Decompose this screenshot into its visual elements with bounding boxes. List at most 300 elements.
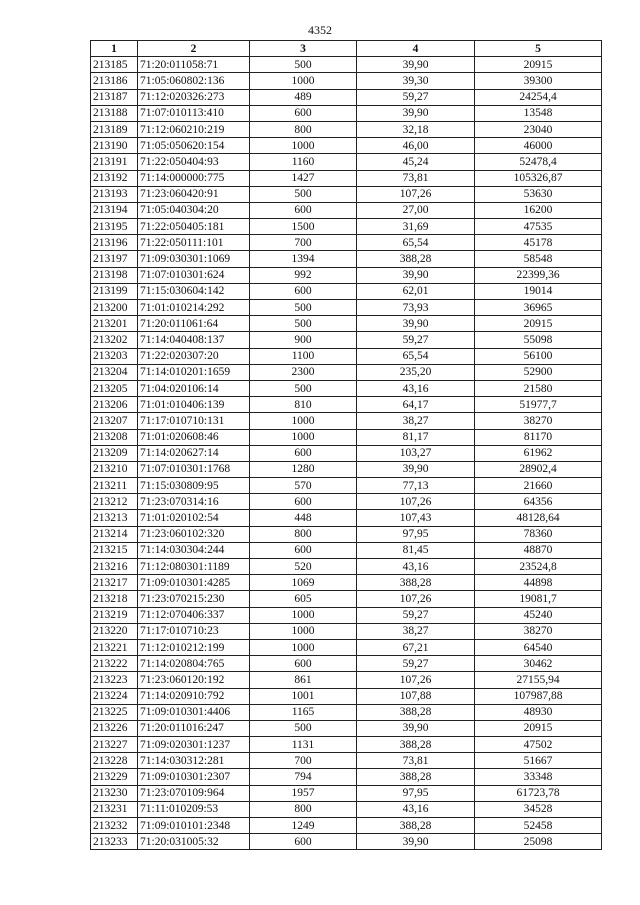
rate-cell: 103,27 bbox=[357, 445, 475, 461]
rate-cell: 38,27 bbox=[357, 623, 475, 639]
rate-cell: 107,88 bbox=[357, 688, 475, 704]
area-cell: 1000 bbox=[250, 429, 357, 445]
row-id-cell: 213217 bbox=[91, 575, 138, 591]
cadastral-number-cell: 71:01:020608:46 bbox=[138, 429, 250, 445]
area-cell: 810 bbox=[250, 397, 357, 413]
column-header: 4 bbox=[357, 41, 475, 57]
row-id-cell: 213198 bbox=[91, 267, 138, 283]
rate-cell: 107,26 bbox=[357, 186, 475, 202]
area-cell: 1100 bbox=[250, 348, 357, 364]
cadastral-number-cell: 71:09:010301:2307 bbox=[138, 769, 250, 785]
rate-cell: 39,90 bbox=[357, 834, 475, 850]
value-cell: 107987,88 bbox=[475, 688, 602, 704]
row-id-cell: 213213 bbox=[91, 510, 138, 526]
rate-cell: 388,28 bbox=[357, 704, 475, 720]
row-id-cell: 213230 bbox=[91, 785, 138, 801]
rate-cell: 67,21 bbox=[357, 639, 475, 655]
value-cell: 64540 bbox=[475, 639, 602, 655]
row-id-cell: 213210 bbox=[91, 461, 138, 477]
row-id-cell: 213222 bbox=[91, 656, 138, 672]
area-cell: 500 bbox=[250, 720, 357, 736]
table-row bbox=[91, 704, 602, 720]
table-row bbox=[91, 283, 602, 299]
value-cell: 30462 bbox=[475, 656, 602, 672]
table-row bbox=[91, 834, 602, 850]
table-row bbox=[91, 801, 602, 817]
area-cell: 448 bbox=[250, 510, 357, 526]
value-cell: 24254,4 bbox=[475, 89, 602, 105]
cadastral-number-cell: 71:15:030809:95 bbox=[138, 478, 250, 494]
area-cell: 500 bbox=[250, 300, 357, 316]
row-id-cell: 213186 bbox=[91, 73, 138, 89]
table-row bbox=[91, 672, 602, 688]
table-row bbox=[91, 769, 602, 785]
value-cell: 52478,4 bbox=[475, 154, 602, 170]
table-row bbox=[91, 656, 602, 672]
cadastral-number-cell: 71:14:030312:281 bbox=[138, 753, 250, 769]
rate-cell: 32,18 bbox=[357, 121, 475, 137]
table-row bbox=[91, 316, 602, 332]
table-row bbox=[91, 348, 602, 364]
value-cell: 53630 bbox=[475, 186, 602, 202]
cadastral-number-cell: 71:20:031005:32 bbox=[138, 834, 250, 850]
table-row bbox=[91, 737, 602, 753]
cadastral-number-cell: 71:22:020307:20 bbox=[138, 348, 250, 364]
value-cell: 81170 bbox=[475, 429, 602, 445]
cadastral-number-cell: 71:17:010710:131 bbox=[138, 413, 250, 429]
area-cell: 794 bbox=[250, 769, 357, 785]
value-cell: 21580 bbox=[475, 380, 602, 396]
value-cell: 52458 bbox=[475, 818, 602, 834]
row-id-cell: 213226 bbox=[91, 720, 138, 736]
row-id-cell: 213227 bbox=[91, 737, 138, 753]
value-cell: 46000 bbox=[475, 138, 602, 154]
cadastral-number-cell: 71:09:020301:1237 bbox=[138, 737, 250, 753]
table-row bbox=[91, 526, 602, 542]
value-cell: 48930 bbox=[475, 704, 602, 720]
area-cell: 2300 bbox=[250, 364, 357, 380]
area-cell: 500 bbox=[250, 316, 357, 332]
value-cell: 38270 bbox=[475, 413, 602, 429]
rate-cell: 31,69 bbox=[357, 219, 475, 235]
area-cell: 489 bbox=[250, 89, 357, 105]
value-cell: 55098 bbox=[475, 332, 602, 348]
cadastral-number-cell: 71:23:060102:320 bbox=[138, 526, 250, 542]
area-cell: 700 bbox=[250, 235, 357, 251]
value-cell: 27155,94 bbox=[475, 672, 602, 688]
data-table bbox=[90, 40, 602, 850]
table-row bbox=[91, 429, 602, 445]
row-id-cell: 213233 bbox=[91, 834, 138, 850]
rate-cell: 235,20 bbox=[357, 364, 475, 380]
rate-cell: 43,16 bbox=[357, 380, 475, 396]
value-cell: 20915 bbox=[475, 57, 602, 73]
row-id-cell: 213211 bbox=[91, 478, 138, 494]
row-id-cell: 213219 bbox=[91, 607, 138, 623]
cadastral-number-cell: 71:23:070314:16 bbox=[138, 494, 250, 510]
cadastral-number-cell: 71:04:020106:14 bbox=[138, 380, 250, 396]
rate-cell: 107,43 bbox=[357, 510, 475, 526]
area-cell: 520 bbox=[250, 559, 357, 575]
table-row bbox=[91, 73, 602, 89]
row-id-cell: 213231 bbox=[91, 801, 138, 817]
table-row bbox=[91, 720, 602, 736]
table-row bbox=[91, 57, 602, 73]
row-id-cell: 213199 bbox=[91, 283, 138, 299]
area-cell: 600 bbox=[250, 445, 357, 461]
rate-cell: 77,13 bbox=[357, 478, 475, 494]
rate-cell: 107,26 bbox=[357, 494, 475, 510]
value-cell: 16200 bbox=[475, 202, 602, 218]
cadastral-number-cell: 71:14:000000:775 bbox=[138, 170, 250, 186]
value-cell: 48870 bbox=[475, 542, 602, 558]
table-row bbox=[91, 607, 602, 623]
table-row bbox=[91, 300, 602, 316]
area-cell: 600 bbox=[250, 202, 357, 218]
cadastral-number-cell: 71:14:020627:14 bbox=[138, 445, 250, 461]
rate-cell: 107,26 bbox=[357, 591, 475, 607]
rate-cell: 388,28 bbox=[357, 575, 475, 591]
cadastral-number-cell: 71:20:011061:64 bbox=[138, 316, 250, 332]
cadastral-number-cell: 71:11:010209:53 bbox=[138, 801, 250, 817]
rate-cell: 388,28 bbox=[357, 251, 475, 267]
rate-cell: 39,90 bbox=[357, 720, 475, 736]
area-cell: 800 bbox=[250, 801, 357, 817]
area-cell: 1957 bbox=[250, 785, 357, 801]
value-cell: 61962 bbox=[475, 445, 602, 461]
page-number: 4352 bbox=[308, 23, 332, 37]
table-row bbox=[91, 542, 602, 558]
column-header: 3 bbox=[250, 41, 357, 57]
value-cell: 23524,8 bbox=[475, 559, 602, 575]
row-id-cell: 213229 bbox=[91, 769, 138, 785]
table-row bbox=[91, 785, 602, 801]
table-row bbox=[91, 380, 602, 396]
cadastral-number-cell: 71:14:010201:1659 bbox=[138, 364, 250, 380]
area-cell: 800 bbox=[250, 526, 357, 542]
table-row bbox=[91, 105, 602, 121]
value-cell: 34528 bbox=[475, 801, 602, 817]
area-cell: 600 bbox=[250, 494, 357, 510]
cadastral-number-cell: 71:12:010212:199 bbox=[138, 639, 250, 655]
rate-cell: 43,16 bbox=[357, 559, 475, 575]
rate-cell: 97,95 bbox=[357, 785, 475, 801]
row-id-cell: 213216 bbox=[91, 559, 138, 575]
row-id-cell: 213212 bbox=[91, 494, 138, 510]
table-row bbox=[91, 267, 602, 283]
area-cell: 1165 bbox=[250, 704, 357, 720]
table-row bbox=[91, 753, 602, 769]
area-cell: 1069 bbox=[250, 575, 357, 591]
cadastral-number-cell: 71:14:020804:765 bbox=[138, 656, 250, 672]
area-cell: 800 bbox=[250, 121, 357, 137]
area-cell: 1500 bbox=[250, 219, 357, 235]
data-table-container bbox=[90, 40, 601, 850]
row-id-cell: 213197 bbox=[91, 251, 138, 267]
area-cell: 500 bbox=[250, 186, 357, 202]
rate-cell: 45,24 bbox=[357, 154, 475, 170]
value-cell: 61723,78 bbox=[475, 785, 602, 801]
table-row bbox=[91, 332, 602, 348]
row-id-cell: 213207 bbox=[91, 413, 138, 429]
row-id-cell: 213228 bbox=[91, 753, 138, 769]
value-cell: 21660 bbox=[475, 478, 602, 494]
area-cell: 992 bbox=[250, 267, 357, 283]
row-id-cell: 213187 bbox=[91, 89, 138, 105]
rate-cell: 59,27 bbox=[357, 607, 475, 623]
row-id-cell: 213194 bbox=[91, 202, 138, 218]
cadastral-number-cell: 71:09:010301:4285 bbox=[138, 575, 250, 591]
value-cell: 56100 bbox=[475, 348, 602, 364]
row-id-cell: 213225 bbox=[91, 704, 138, 720]
table-row bbox=[91, 510, 602, 526]
cadastral-number-cell: 71:23:070215:230 bbox=[138, 591, 250, 607]
row-id-cell: 213205 bbox=[91, 380, 138, 396]
row-id-cell: 213185 bbox=[91, 57, 138, 73]
rate-cell: 107,26 bbox=[357, 672, 475, 688]
row-id-cell: 213214 bbox=[91, 526, 138, 542]
row-id-cell: 213189 bbox=[91, 121, 138, 137]
cadastral-number-cell: 71:05:040304:20 bbox=[138, 202, 250, 218]
table-row bbox=[91, 89, 602, 105]
rate-cell: 81,17 bbox=[357, 429, 475, 445]
cadastral-number-cell: 71:07:010301:1768 bbox=[138, 461, 250, 477]
value-cell: 19081,7 bbox=[475, 591, 602, 607]
area-cell: 1000 bbox=[250, 73, 357, 89]
table-row bbox=[91, 478, 602, 494]
cadastral-number-cell: 71:12:070406:337 bbox=[138, 607, 250, 623]
rate-cell: 39,90 bbox=[357, 461, 475, 477]
value-cell: 38270 bbox=[475, 623, 602, 639]
cadastral-number-cell: 71:09:010301:4406 bbox=[138, 704, 250, 720]
table-header-row bbox=[91, 41, 602, 57]
value-cell: 52900 bbox=[475, 364, 602, 380]
area-cell: 600 bbox=[250, 656, 357, 672]
table-row bbox=[91, 623, 602, 639]
value-cell: 51977,7 bbox=[475, 397, 602, 413]
rate-cell: 388,28 bbox=[357, 769, 475, 785]
value-cell: 58548 bbox=[475, 251, 602, 267]
rate-cell: 388,28 bbox=[357, 737, 475, 753]
value-cell: 47502 bbox=[475, 737, 602, 753]
area-cell: 1000 bbox=[250, 413, 357, 429]
cadastral-number-cell: 71:01:010214:292 bbox=[138, 300, 250, 316]
rate-cell: 38,27 bbox=[357, 413, 475, 429]
row-id-cell: 213195 bbox=[91, 219, 138, 235]
cadastral-number-cell: 71:01:010406:139 bbox=[138, 397, 250, 413]
cadastral-number-cell: 71:09:030301:1069 bbox=[138, 251, 250, 267]
row-id-cell: 213196 bbox=[91, 235, 138, 251]
value-cell: 48128,64 bbox=[475, 510, 602, 526]
rate-cell: 59,27 bbox=[357, 89, 475, 105]
cadastral-number-cell: 71:05:050620:154 bbox=[138, 138, 250, 154]
cadastral-number-cell: 71:14:040408:137 bbox=[138, 332, 250, 348]
area-cell: 1394 bbox=[250, 251, 357, 267]
rate-cell: 64,17 bbox=[357, 397, 475, 413]
rate-cell: 81,45 bbox=[357, 542, 475, 558]
table-row bbox=[91, 413, 602, 429]
value-cell: 22399,36 bbox=[475, 267, 602, 283]
cadastral-number-cell: 71:22:050405:181 bbox=[138, 219, 250, 235]
cadastral-number-cell: 71:12:020326:273 bbox=[138, 89, 250, 105]
row-id-cell: 213221 bbox=[91, 639, 138, 655]
row-id-cell: 213215 bbox=[91, 542, 138, 558]
value-cell: 36965 bbox=[475, 300, 602, 316]
cadastral-number-cell: 71:23:060420:91 bbox=[138, 186, 250, 202]
rate-cell: 65,54 bbox=[357, 348, 475, 364]
table-row bbox=[91, 170, 602, 186]
row-id-cell: 213191 bbox=[91, 154, 138, 170]
area-cell: 1000 bbox=[250, 639, 357, 655]
value-cell: 78360 bbox=[475, 526, 602, 542]
cadastral-number-cell: 71:14:030304:244 bbox=[138, 542, 250, 558]
rate-cell: 73,81 bbox=[357, 753, 475, 769]
table-row bbox=[91, 397, 602, 413]
rate-cell: 97,95 bbox=[357, 526, 475, 542]
table-row bbox=[91, 235, 602, 251]
table-row bbox=[91, 202, 602, 218]
area-cell: 500 bbox=[250, 57, 357, 73]
value-cell: 20915 bbox=[475, 720, 602, 736]
table-body bbox=[91, 57, 602, 850]
table-row bbox=[91, 559, 602, 575]
value-cell: 20915 bbox=[475, 316, 602, 332]
column-header: 1 bbox=[91, 41, 138, 57]
table-row bbox=[91, 138, 602, 154]
row-id-cell: 213200 bbox=[91, 300, 138, 316]
cadastral-number-cell: 71:12:080301:1189 bbox=[138, 559, 250, 575]
table-row bbox=[91, 591, 602, 607]
rate-cell: 59,27 bbox=[357, 332, 475, 348]
value-cell: 28902,4 bbox=[475, 461, 602, 477]
area-cell: 600 bbox=[250, 283, 357, 299]
area-cell: 605 bbox=[250, 591, 357, 607]
area-cell: 1280 bbox=[250, 461, 357, 477]
rate-cell: 39,90 bbox=[357, 316, 475, 332]
rate-cell: 39,90 bbox=[357, 57, 475, 73]
cadastral-number-cell: 71:14:020910:792 bbox=[138, 688, 250, 704]
value-cell: 44898 bbox=[475, 575, 602, 591]
row-id-cell: 213201 bbox=[91, 316, 138, 332]
row-id-cell: 213188 bbox=[91, 105, 138, 121]
table-row bbox=[91, 251, 602, 267]
cadastral-number-cell: 71:22:050404:93 bbox=[138, 154, 250, 170]
table-row bbox=[91, 219, 602, 235]
row-id-cell: 213208 bbox=[91, 429, 138, 445]
rate-cell: 73,93 bbox=[357, 300, 475, 316]
row-id-cell: 213223 bbox=[91, 672, 138, 688]
area-cell: 600 bbox=[250, 105, 357, 121]
area-cell: 1000 bbox=[250, 138, 357, 154]
area-cell: 700 bbox=[250, 753, 357, 769]
cadastral-number-cell: 71:15:030604:142 bbox=[138, 283, 250, 299]
area-cell: 570 bbox=[250, 478, 357, 494]
row-id-cell: 213218 bbox=[91, 591, 138, 607]
cadastral-number-cell: 71:01:020102:54 bbox=[138, 510, 250, 526]
row-id-cell: 213202 bbox=[91, 332, 138, 348]
row-id-cell: 213203 bbox=[91, 348, 138, 364]
value-cell: 33348 bbox=[475, 769, 602, 785]
table-row bbox=[91, 461, 602, 477]
table-row bbox=[91, 818, 602, 834]
table-row bbox=[91, 639, 602, 655]
table-row bbox=[91, 575, 602, 591]
value-cell: 23040 bbox=[475, 121, 602, 137]
cadastral-number-cell: 71:20:011016:247 bbox=[138, 720, 250, 736]
area-cell: 1001 bbox=[250, 688, 357, 704]
table-row bbox=[91, 445, 602, 461]
table-row bbox=[91, 121, 602, 137]
value-cell: 19014 bbox=[475, 283, 602, 299]
table-row bbox=[91, 364, 602, 380]
rate-cell: 73,81 bbox=[357, 170, 475, 186]
cadastral-number-cell: 71:20:011058:71 bbox=[138, 57, 250, 73]
table-row bbox=[91, 494, 602, 510]
value-cell: 13548 bbox=[475, 105, 602, 121]
column-header: 5 bbox=[475, 41, 602, 57]
value-cell: 51667 bbox=[475, 753, 602, 769]
rate-cell: 39,90 bbox=[357, 267, 475, 283]
area-cell: 1000 bbox=[250, 607, 357, 623]
cadastral-number-cell: 71:07:010301:624 bbox=[138, 267, 250, 283]
area-cell: 1249 bbox=[250, 818, 357, 834]
table-row bbox=[91, 154, 602, 170]
cadastral-number-cell: 71:23:060120:192 bbox=[138, 672, 250, 688]
area-cell: 900 bbox=[250, 332, 357, 348]
area-cell: 500 bbox=[250, 380, 357, 396]
value-cell: 45240 bbox=[475, 607, 602, 623]
row-id-cell: 213224 bbox=[91, 688, 138, 704]
row-id-cell: 213192 bbox=[91, 170, 138, 186]
cadastral-number-cell: 71:12:060210:219 bbox=[138, 121, 250, 137]
area-cell: 600 bbox=[250, 834, 357, 850]
area-cell: 1131 bbox=[250, 737, 357, 753]
value-cell: 45178 bbox=[475, 235, 602, 251]
area-cell: 861 bbox=[250, 672, 357, 688]
row-id-cell: 213206 bbox=[91, 397, 138, 413]
value-cell: 64356 bbox=[475, 494, 602, 510]
rate-cell: 43,16 bbox=[357, 801, 475, 817]
table-row bbox=[91, 186, 602, 202]
cadastral-number-cell: 71:23:070109:964 bbox=[138, 785, 250, 801]
row-id-cell: 213190 bbox=[91, 138, 138, 154]
cadastral-number-cell: 71:09:010101:2348 bbox=[138, 818, 250, 834]
row-id-cell: 213232 bbox=[91, 818, 138, 834]
row-id-cell: 213209 bbox=[91, 445, 138, 461]
cadastral-number-cell: 71:22:050111:101 bbox=[138, 235, 250, 251]
rate-cell: 46,00 bbox=[357, 138, 475, 154]
cadastral-number-cell: 71:17:010710:23 bbox=[138, 623, 250, 639]
area-cell: 1000 bbox=[250, 623, 357, 639]
area-cell: 1427 bbox=[250, 170, 357, 186]
column-header: 2 bbox=[138, 41, 250, 57]
row-id-cell: 213193 bbox=[91, 186, 138, 202]
rate-cell: 62,01 bbox=[357, 283, 475, 299]
value-cell: 47535 bbox=[475, 219, 602, 235]
rate-cell: 39,90 bbox=[357, 105, 475, 121]
cadastral-number-cell: 71:05:060802:136 bbox=[138, 73, 250, 89]
rate-cell: 27,00 bbox=[357, 202, 475, 218]
value-cell: 25098 bbox=[475, 834, 602, 850]
table-row bbox=[91, 688, 602, 704]
cadastral-number-cell: 71:07:010113:410 bbox=[138, 105, 250, 121]
value-cell: 105326,87 bbox=[475, 170, 602, 186]
rate-cell: 388,28 bbox=[357, 818, 475, 834]
rate-cell: 39,30 bbox=[357, 73, 475, 89]
row-id-cell: 213204 bbox=[91, 364, 138, 380]
area-cell: 1160 bbox=[250, 154, 357, 170]
rate-cell: 65,54 bbox=[357, 235, 475, 251]
